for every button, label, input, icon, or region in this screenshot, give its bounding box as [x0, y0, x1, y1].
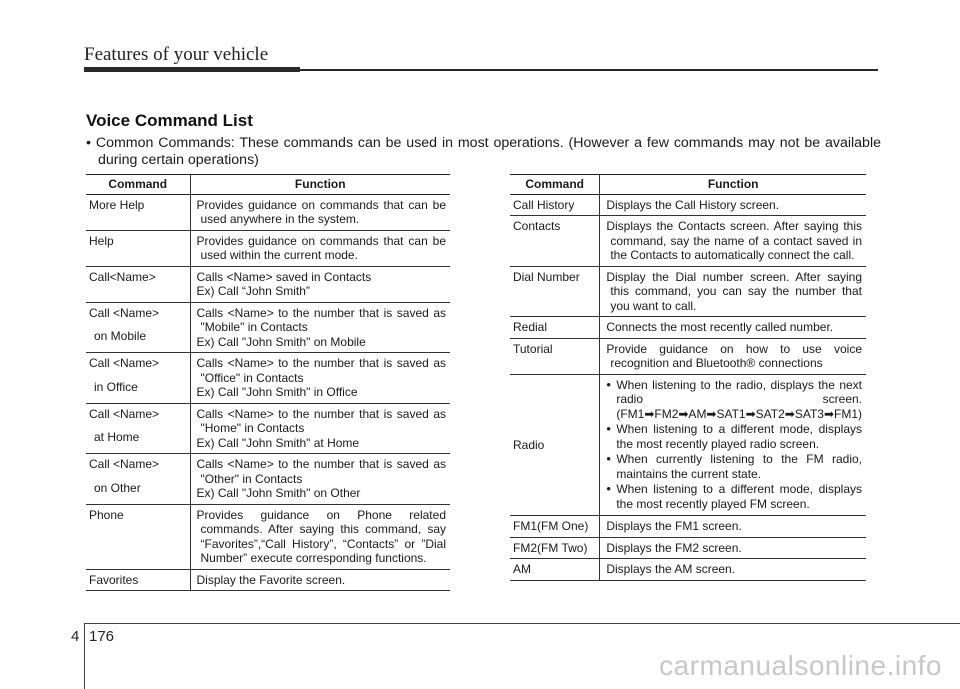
function-cell	[190, 230, 450, 266]
function-text: Calls <Name> to the number that is saved as "Other" in Contacts	[196, 457, 446, 486]
column-header-function: Function	[190, 175, 450, 195]
function-text: Display the Dial number screen. After saying this command, you can say the number that you want to call.	[606, 269, 862, 313]
table-row	[510, 374, 866, 516]
command-text-suffix: on Other	[94, 480, 141, 495]
function-cell	[600, 266, 866, 317]
function-cell	[600, 194, 866, 216]
command-cell: Dial Number	[510, 266, 600, 317]
table-row	[86, 194, 450, 230]
function-text: Provides guidance on Phone related commands. After saying this command, say “Favorites”,“Call History”, “Contacts” or ”Dial Number” execute corresponding functions.	[196, 507, 446, 565]
command-cell: AM	[510, 559, 600, 581]
command-cell: Redial	[510, 317, 600, 339]
table-row	[86, 353, 450, 404]
function-text: Calls <Name> to the number that is saved as "Home" in Contacts	[196, 406, 446, 435]
function-text: Provides guidance on commands that can be used anywhere in the system.	[196, 197, 446, 226]
function-text: Displays the FM2 screen.	[606, 540, 742, 555]
function-cell	[190, 569, 450, 591]
command-text: Call <Name>	[89, 457, 160, 471]
command-cell: Call History	[510, 194, 600, 216]
table-row	[510, 338, 866, 374]
function-example: Ex) Call "John Smith" on Other	[196, 486, 361, 500]
function-cell	[600, 537, 866, 559]
chapter-number: 4	[71, 628, 80, 645]
function-text: Display the Favorite screen.	[196, 572, 346, 587]
page-number: 176	[89, 628, 115, 645]
column-header-function: Function	[600, 175, 866, 195]
table-row	[86, 569, 450, 591]
table-row	[510, 317, 866, 339]
command-cell	[86, 353, 190, 404]
intro-text: Common Commands: These commands can be used in most operations. (However a few commands may not be available during certain operations)	[95, 135, 881, 168]
column-header-command: Command	[510, 175, 600, 195]
function-cell	[600, 374, 866, 516]
function-text: Displays the FM1 screen.	[606, 519, 742, 533]
function-text: Provides guidance on commands that can be used within the current mode.	[196, 233, 446, 262]
command-text: Help	[89, 233, 114, 248]
table-row	[510, 537, 866, 559]
table-row	[510, 194, 866, 216]
table-row	[86, 454, 450, 505]
right-command-table	[510, 174, 866, 581]
command-text: Phone	[89, 507, 124, 522]
command-cell	[86, 194, 190, 230]
function-text: Calls <Name> to the number that is saved as "Mobile" in Contacts	[196, 305, 446, 334]
column-header-command: Command	[86, 175, 190, 195]
function-text: Displays the Contacts screen. After saying this command, say the name of a contact saved in the Contacts to automatically connect the call.	[606, 219, 862, 262]
command-cell	[86, 454, 190, 505]
command-text: Favorites	[89, 572, 139, 587]
table-header-row	[510, 175, 866, 195]
table-row	[510, 216, 866, 267]
function-example: Ex) Call “John Smith”	[196, 284, 310, 298]
command-text: Call <Name>	[89, 305, 160, 320]
command-text-suffix: in Office	[94, 379, 138, 394]
command-text: Call <Name>	[89, 356, 160, 370]
function-example: Ex) Call "John Smith" at Home	[196, 435, 360, 450]
table-row	[86, 403, 450, 454]
function-cell	[190, 454, 450, 505]
function-text: Displays the AM screen.	[606, 562, 736, 576]
radio-bullet: • When listening to a different mode, displays the most recently played radio screen.	[606, 422, 862, 451]
function-cell	[190, 266, 450, 302]
table-row	[510, 559, 866, 581]
function-cell	[600, 516, 866, 538]
table-header-row	[86, 175, 450, 195]
function-text: Connects the most recently called number.	[606, 320, 834, 334]
table-row	[86, 266, 450, 302]
command-cell	[86, 230, 190, 266]
function-cell	[600, 317, 866, 339]
function-cell	[600, 216, 866, 267]
watermark-text: carmanualsonline.info	[659, 650, 942, 681]
function-cell	[190, 504, 450, 569]
command-text: More Help	[89, 197, 145, 212]
function-text: Calls <Name> to the number that is saved as "Office" in Contacts	[196, 356, 446, 385]
command-cell	[86, 302, 190, 353]
table-row	[86, 302, 450, 353]
table-row	[86, 504, 450, 569]
command-cell	[86, 569, 190, 591]
function-cell	[190, 403, 450, 454]
page-header-title: Features of your vehicle	[84, 44, 269, 65]
command-cell	[86, 403, 190, 454]
command-text-suffix: on Mobile	[94, 329, 147, 343]
command-cell: Contacts	[510, 216, 600, 267]
footer-rule	[84, 623, 960, 624]
function-cell	[190, 194, 450, 230]
intro-paragraph: • Common Commands: These commands can be used in most operations. (However a few commands may not be available during certain operations)	[86, 135, 881, 168]
header-rule-thin	[300, 69, 878, 71]
left-command-table	[86, 174, 450, 591]
function-text: Calls <Name> saved in Contacts	[196, 269, 372, 284]
section-title: Voice Command List	[86, 111, 253, 130]
function-text: Provide guidance on how to use voice recognition and Bluetooth® connections	[606, 341, 862, 370]
command-text-suffix: at Home	[94, 430, 140, 444]
function-cell	[600, 559, 866, 581]
command-text: Call<Name>	[89, 269, 156, 284]
command-cell	[86, 266, 190, 302]
table-row	[510, 266, 866, 317]
function-cell	[190, 302, 450, 353]
command-cell: Tutorial	[510, 338, 600, 374]
command-text: Call <Name>	[89, 406, 160, 421]
function-example: Ex) Call "John Smith" on Mobile	[196, 334, 366, 349]
command-cell: Radio	[510, 374, 600, 516]
radio-bullet: • When listening to the radio, displays the next radio screen. (FM1➡FM2➡AM➡SAT1➡SAT2➡SAT3➡FM1)	[606, 378, 862, 422]
command-cell	[86, 504, 190, 569]
function-example: Ex) Call "John Smith" in Office	[196, 385, 358, 399]
function-text: Displays the Call History screen.	[606, 197, 780, 212]
function-cell	[600, 338, 866, 374]
table-row	[86, 230, 450, 266]
command-cell: FM1(FM One)	[510, 516, 600, 538]
header-rule-thick	[84, 67, 300, 72]
radio-bullet: • When listening to a different mode, displays the most recently played FM screen.	[606, 482, 862, 511]
function-cell	[190, 353, 450, 404]
footer-tick	[84, 623, 85, 689]
table-row	[510, 516, 866, 538]
command-cell: FM2(FM Two)	[510, 537, 600, 559]
radio-bullet: • When currently listening to the FM radio, maintains the current state.	[606, 452, 862, 481]
